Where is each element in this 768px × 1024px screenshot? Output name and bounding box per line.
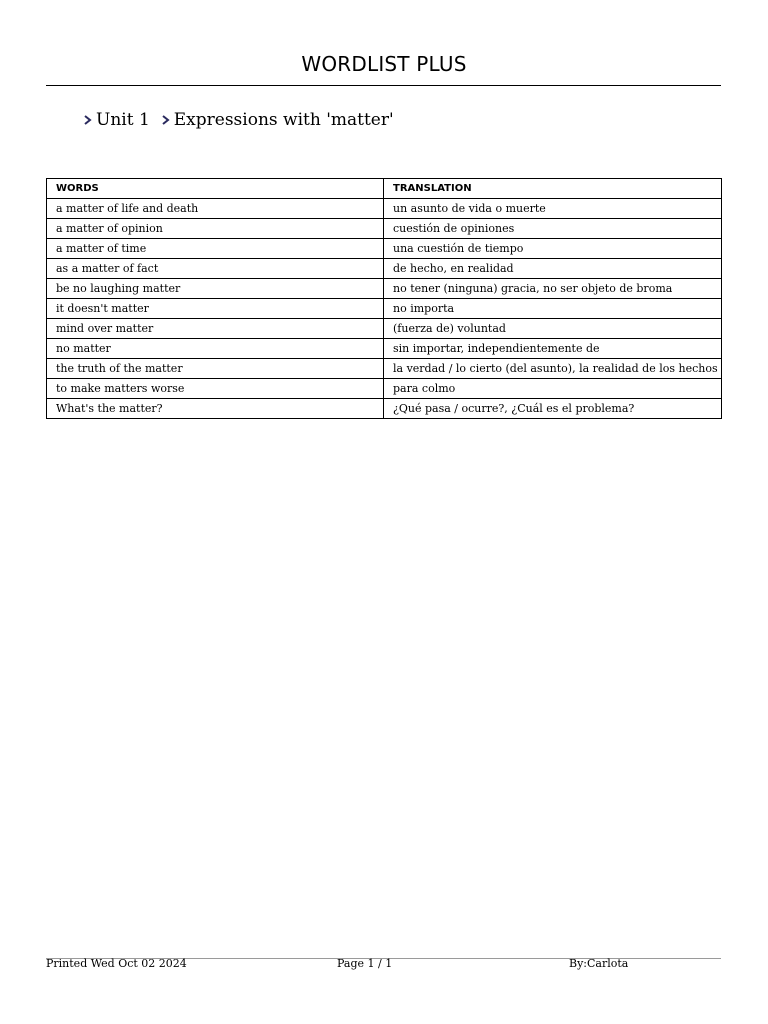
translation-cell: ¿Qué pasa / ocurre?, ¿Cuál es el problema? — [384, 399, 722, 419]
table-row — [47, 299, 722, 319]
word-cell: to make matters worse — [47, 379, 384, 399]
table-row — [47, 339, 722, 359]
word-cell: no matter — [47, 339, 384, 359]
translation-cell: sin importar, independientemente de — [384, 339, 722, 359]
table-row — [47, 259, 722, 279]
word-cell: it doesn't matter — [47, 299, 384, 319]
breadcrumb-label: Expressions with 'matter' — [173, 110, 394, 130]
table-row — [47, 199, 722, 219]
table-row — [47, 359, 722, 379]
footer-author: By:Carlota — [569, 957, 629, 970]
translation-cell: una cuestión de tiempo — [384, 239, 722, 259]
table-row — [47, 279, 722, 299]
word-cell: What's the matter? — [47, 399, 384, 419]
word-cell: a matter of opinion — [47, 219, 384, 239]
breadcrumb — [82, 108, 404, 132]
table-row — [47, 379, 722, 399]
table-row — [47, 399, 722, 419]
translation-cell: no importa — [384, 299, 722, 319]
words-column-header: WORDS — [47, 179, 384, 199]
breadcrumb-label: Unit 1 — [96, 110, 150, 130]
table-row — [47, 219, 722, 239]
footer-page-number: Page 1 / 1 — [337, 957, 393, 970]
table-row — [47, 239, 722, 259]
translation-cell: de hecho, en realidad — [384, 259, 722, 279]
breadcrumb-item-topic[interactable] — [160, 110, 394, 130]
word-cell: a matter of time — [47, 239, 384, 259]
translation-cell: la verdad / lo cierto (del asunto), la realidad de los hechos — [384, 359, 722, 379]
table-header-row — [47, 179, 722, 199]
translation-cell: un asunto de vida o muerte — [384, 199, 722, 219]
word-cell: mind over matter — [47, 319, 384, 339]
translation-column-header: TRANSLATION — [384, 179, 722, 199]
breadcrumb-item-unit[interactable] — [82, 110, 150, 130]
translation-cell: para colmo — [384, 379, 722, 399]
word-cell: as a matter of fact — [47, 259, 384, 279]
word-cell: a matter of life and death — [47, 199, 384, 219]
table-row — [47, 319, 722, 339]
wordlist-table — [46, 178, 722, 419]
title-divider — [46, 85, 721, 86]
translation-cell: (fuerza de) voluntad — [384, 319, 722, 339]
word-cell: be no laughing matter — [47, 279, 384, 299]
translation-cell: no tener (ninguna) gracia, no ser objeto de broma — [384, 279, 722, 299]
footer-printed-date: Printed Wed Oct 02 2024 — [46, 957, 187, 970]
translation-cell: cuestión de opiniones — [384, 219, 722, 239]
chevron-right-icon — [82, 113, 94, 127]
page-title: WORDLIST PLUS — [301, 52, 467, 76]
word-cell: the truth of the matter — [47, 359, 384, 379]
chevron-right-icon — [160, 113, 172, 127]
